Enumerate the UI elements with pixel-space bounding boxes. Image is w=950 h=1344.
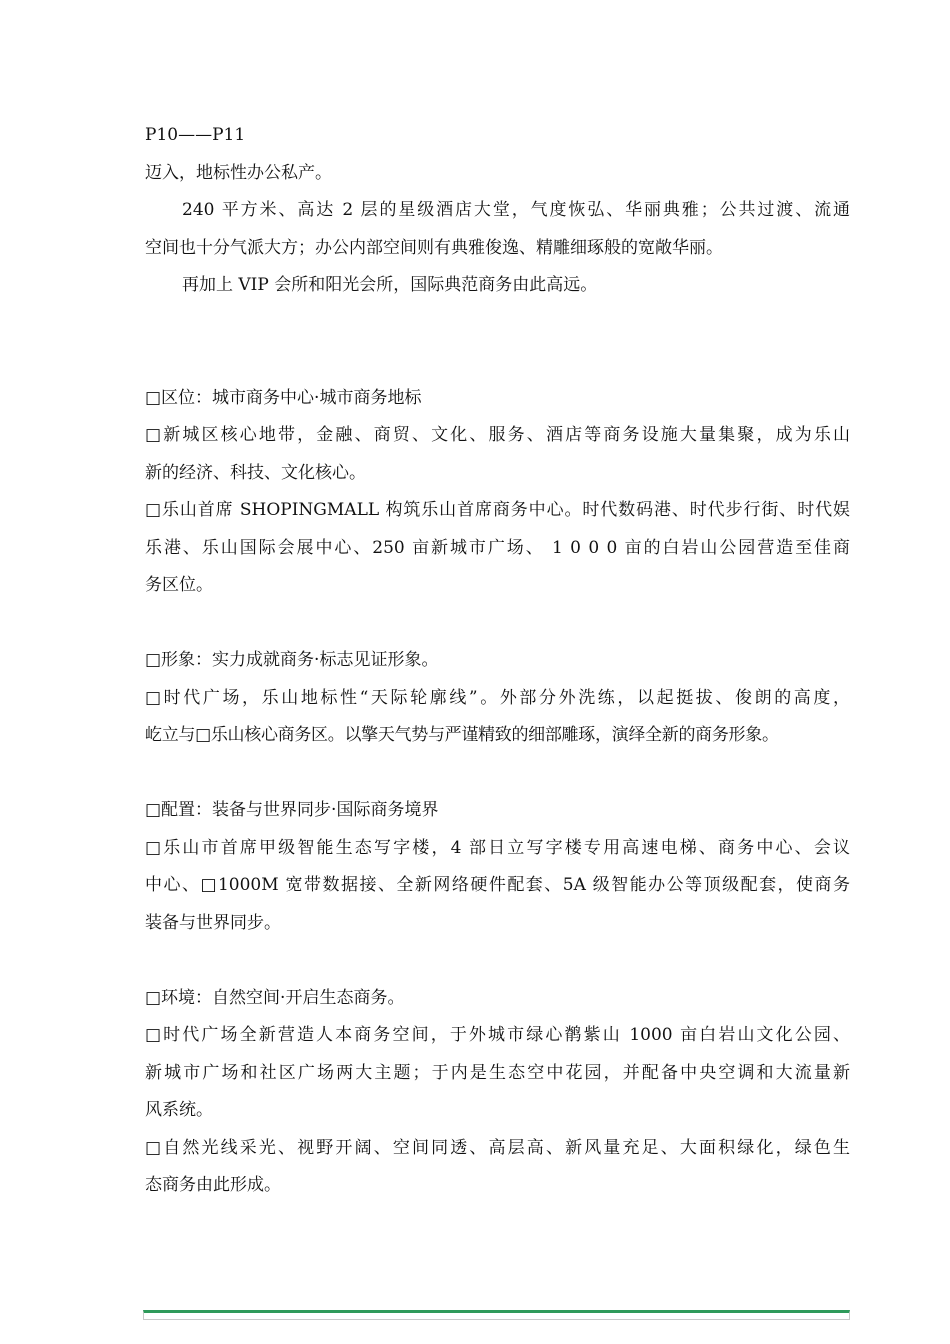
- config-bullet-line: □乐山市首席甲级智能生态写字楼，4 部日立写字楼专用高速电梯、商务中心、会议: [145, 837, 850, 858]
- config-bullet-line: 装备与世界同步。: [145, 912, 281, 933]
- image-bullet-line: 屹立与□乐山核心商务区。以擎天气势与严谨精致的细部雕琢，演绎全新的商务形象。: [145, 725, 779, 745]
- environment-bullet-line: □自然光线采光、视野开阔、空间同透、高层高、新风量充足、大面积绿化，绿色生: [145, 1137, 850, 1158]
- config-section-title: □配置：装备与世界同步·国际商务境界: [145, 800, 439, 820]
- intro-paragraph-line: 空间也十分气派大方；办公内部空间则有典雅俊逸、精雕细琢般的宽敞华丽。: [145, 237, 723, 258]
- image-bullet-line: □时代广场，乐山地标性“天际轮廓线”。外部分外洗练，以起挺拔、俊朗的高度，: [145, 687, 850, 708]
- spacer: [145, 942, 850, 980]
- location-section-title: □区位：城市商务中心·城市商务地标: [145, 387, 422, 408]
- spacer: [145, 305, 850, 380]
- environment-bullet-line: 新城市广场和社区广场两大主题；于内是生态空中花园，并配备中央空调和大流量新: [145, 1062, 850, 1083]
- page-reference: P10——P11: [145, 125, 246, 145]
- location-bullet-line: 乐港、乐山国际会展中心、250 亩新城市广场、 1 0 0 0 亩的白岩山公园营造至佳商: [145, 537, 850, 558]
- config-bullet-line: 中心、□1000M 宽带数据接、全新网络硬件配套、5A 级智能办公等顶级配套，使商务: [145, 875, 850, 895]
- location-bullet-line: □乐山首席 SHOPINGMALL 构筑乐山首席商务中心。时代数码港、时代步行街、时代娱: [145, 500, 850, 520]
- intro-paragraph-line: 240 平方米、高达 2 层的星级酒店大堂，气度恢弘、华丽典雅；公共过渡、流通: [182, 200, 850, 220]
- environment-bullet-line: 态商务由此形成。: [145, 1175, 281, 1195]
- location-bullet-line: 新的经济、科技、文化核心。: [145, 462, 366, 483]
- footer-rule: [143, 1310, 850, 1320]
- environment-bullet-line: □时代广场全新营造人本商务空间，于外城市绿心鹡紫山 1000 亩白岩山文化公园、: [145, 1025, 850, 1045]
- image-section-title: □形象：实力成就商务·标志见证形象。: [145, 650, 439, 670]
- intro-heading: 迈入，地标性办公私产。: [145, 162, 332, 183]
- spacer: [145, 605, 850, 643]
- location-bullet-line: □新城区核心地带，金融、商贸、文化、服务、酒店等商务设施大量集聚，成为乐山: [145, 425, 850, 445]
- environment-section-title: □环境：自然空间·开启生态商务。: [145, 987, 405, 1008]
- spacer: [145, 755, 850, 793]
- intro-paragraph-line: 再加上 VIP 会所和阳光会所，国际典范商务由此高远。: [182, 275, 598, 295]
- location-bullet-line: 务区位。: [145, 575, 213, 595]
- environment-bullet-line: 风系统。: [145, 1100, 213, 1120]
- document-page: [145, 117, 850, 1205]
